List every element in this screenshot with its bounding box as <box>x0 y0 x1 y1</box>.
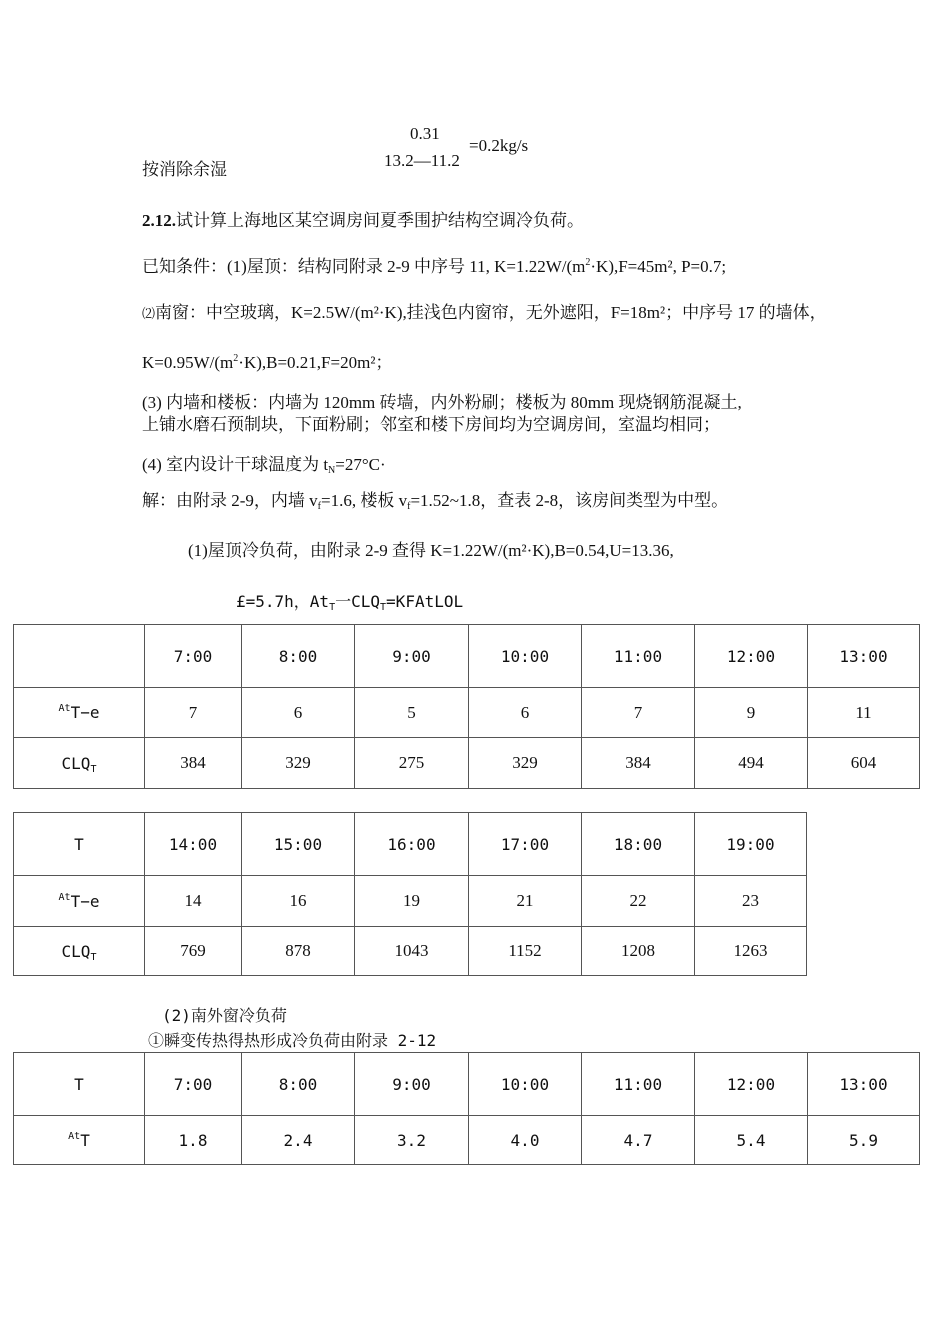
table-cell: 2.4 <box>242 1116 355 1165</box>
table-row <box>14 927 807 976</box>
fraction-numerator: 0.31 <box>410 124 440 143</box>
table-cell: 14:00 <box>145 813 242 876</box>
table-cell: 13:00 <box>808 1053 920 1116</box>
table-cell: 12:00 <box>695 625 808 688</box>
problem-heading <box>142 212 584 229</box>
solution-line: 解：由附录 2-9，内墙 $v_f=1.6$, 楼板 $v_f=1.52\sim 1.8$，查表 2-8，该房间类型为中型。 <box>142 491 729 512</box>
dehumidify-label: 按消除余湿 <box>142 160 227 179</box>
condition-2-cont: $K=0.95W/(m^2\cdot K),B=0.21,F=20m^2$； <box>142 353 393 372</box>
table-cell: 1.8 <box>145 1116 242 1165</box>
table-cell: 9:00 <box>355 625 469 688</box>
row-label-clq: $CLQ_T$ <box>14 927 145 976</box>
table-roof-1 <box>13 624 920 789</box>
row-label-t: T <box>14 813 145 876</box>
table-cell: 23 <box>695 876 807 927</box>
table-cell: 14 <box>145 876 242 927</box>
table-window <box>13 1052 920 1165</box>
table-cell: 16:00 <box>355 813 469 876</box>
table-cell: 12:00 <box>695 1053 808 1116</box>
row-label-at: $^{At}$T <box>14 1116 145 1165</box>
table-cell: 1208 <box>582 927 695 976</box>
table-cell: 19:00 <box>695 813 807 876</box>
roof-load-line: (1)屋顶冷负荷，由附录 2-9 查得 K=1.22W/(m²·K),B=0.54,U=13.36, <box>188 541 674 560</box>
window-load-subtitle: ①瞬变传热得热形成冷负荷由附录 2-12 <box>148 1031 437 1050</box>
table-cell: 8:00 <box>242 625 355 688</box>
table-cell: 13:00 <box>808 625 920 688</box>
table-row <box>14 876 807 927</box>
table-cell: 5.4 <box>695 1116 808 1165</box>
table-cell: 1043 <box>355 927 469 976</box>
table-cell: 22 <box>582 876 695 927</box>
table-cell: 18:00 <box>582 813 695 876</box>
table-cell: 384 <box>582 738 695 789</box>
condition-3-line1: (3) 内墙和楼板：内墙为 120mm 砖墙，内外粉刷；楼板为 80mm 现烧钢筋混凝土, <box>142 393 742 412</box>
table-cell: 11:00 <box>582 625 695 688</box>
row-label-at: $^{At}$T−e <box>14 688 145 738</box>
table-cell: 8:00 <box>242 1053 355 1116</box>
row-label-t: T <box>14 1053 145 1116</box>
problem-number: 2.12. <box>142 211 176 230</box>
table-cell: 769 <box>145 927 242 976</box>
table-row <box>14 738 920 789</box>
table-cell: 9 <box>695 688 808 738</box>
table-cell: 7:00 <box>145 625 242 688</box>
table-cell: 878 <box>242 927 355 976</box>
table-cell: 5.9 <box>808 1116 920 1165</box>
table-cell: 5 <box>355 688 469 738</box>
table-cell: 7 <box>582 688 695 738</box>
table-cell: 329 <box>242 738 355 789</box>
table-cell: 11:00 <box>582 1053 695 1116</box>
table-cell: 6 <box>242 688 355 738</box>
table-cell: 329 <box>469 738 582 789</box>
table-cell: 21 <box>469 876 582 927</box>
table-cell: 4.0 <box>469 1116 582 1165</box>
table-row <box>14 688 920 738</box>
problem-title: 试计算上海地区某空调房间夏季围护结构空调冷负荷。 <box>176 211 584 230</box>
row-label-at: $^{At}$T−e <box>14 876 145 927</box>
table-row <box>14 813 807 876</box>
table-cell-empty <box>14 625 145 688</box>
table-cell: 9:00 <box>355 1053 469 1116</box>
condition-1: 已知条件：(1)屋顶：结构同附录 2-9 中序号 11, $K=1.22W/(m^2\cdot K),F=45m^2$, P=0.7; <box>142 257 727 276</box>
table-cell: 275 <box>355 738 469 789</box>
table-cell: 17:00 <box>469 813 582 876</box>
window-load-title: (2)南外窗冷负荷 <box>162 1006 287 1025</box>
table-roof-2 <box>13 812 807 976</box>
condition-3-line2: 上铺水磨石预制块，下面粉刷；邻室和楼下房间均为空调房间，室温均相同； <box>142 415 720 434</box>
circled-2: ⑵ <box>142 306 156 321</box>
condition-4: (4) 室内设计干球温度为 $t_N=27^\circ C\cdot$ <box>142 455 386 476</box>
fraction-denominator: 13.2—11.2 <box>384 151 460 170</box>
table-cell: 15:00 <box>242 813 355 876</box>
table-cell: 16 <box>242 876 355 927</box>
table-cell: 19 <box>355 876 469 927</box>
row-label-clq: $CLQ_T$ <box>14 738 145 789</box>
table-cell: 1263 <box>695 927 807 976</box>
table-cell: 10:00 <box>469 1053 582 1116</box>
table-cell: 10:00 <box>469 625 582 688</box>
table-cell: 1152 <box>469 927 582 976</box>
table-cell: 7:00 <box>145 1053 242 1116</box>
table-row <box>14 1053 920 1116</box>
table-cell: 11 <box>808 688 920 738</box>
table-cell: 384 <box>145 738 242 789</box>
table-cell: 6 <box>469 688 582 738</box>
table-row <box>14 625 920 688</box>
table-cell: 7 <box>145 688 242 738</box>
table-cell: 494 <box>695 738 808 789</box>
table-cell: 4.7 <box>582 1116 695 1165</box>
condition-2: ⑵南窗：中空玻璃，K=2.5W/(m²·K),挂浅色内窗帘，无外遮阳，F=18m²；中序号 17 的墙体， <box>142 303 827 322</box>
table-cell: 604 <box>808 738 920 789</box>
table-cell: 3.2 <box>355 1116 469 1165</box>
table-row <box>14 1116 920 1165</box>
fraction-result: =0.2kg/s <box>469 136 529 155</box>
roof-formula: £=5.7h，$At_T$一$CLQ_T=KFAtLOL$ <box>236 592 464 613</box>
